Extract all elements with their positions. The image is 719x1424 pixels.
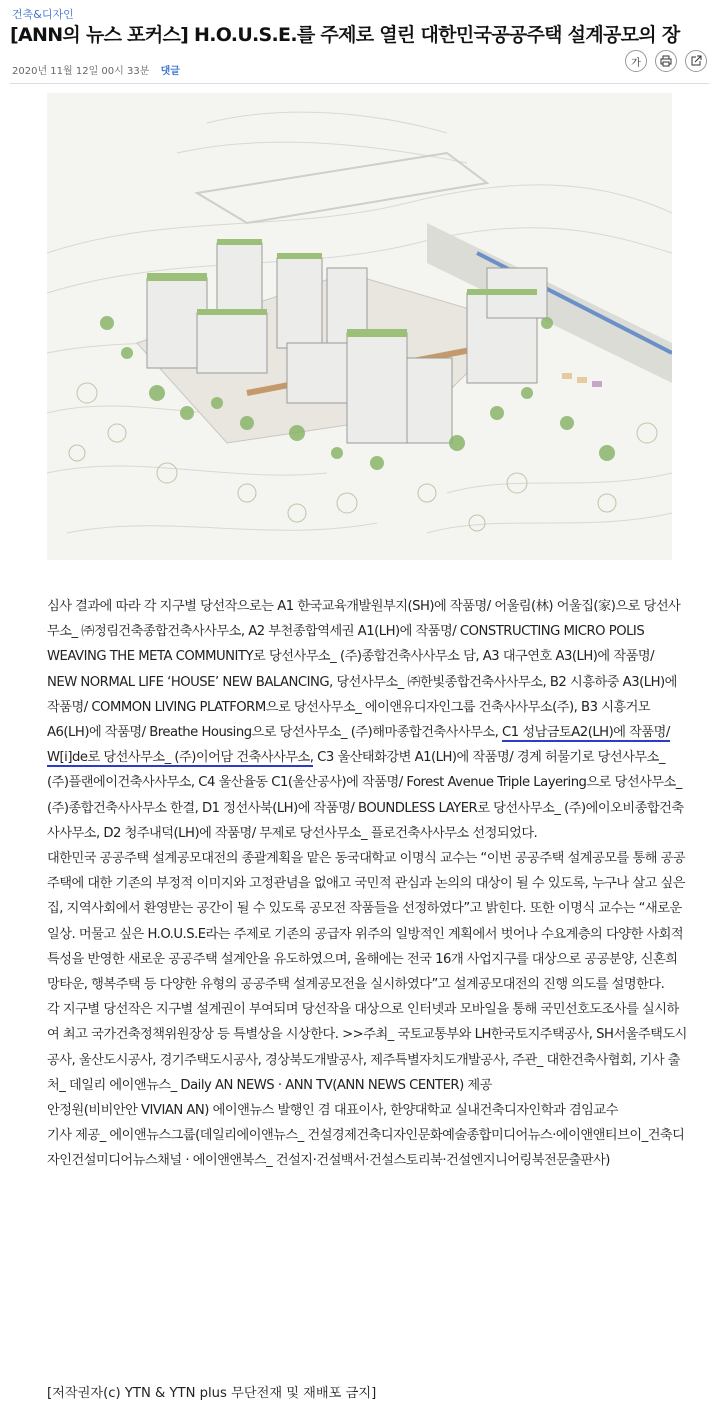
article-meta — [12, 62, 180, 77]
article-body — [47, 594, 687, 1174]
paragraph-author: 안정원(비비안안 VIVIAN AN) 에이앤뉴스 발행인 겸 대표이사, 한양대학교 실내건축디자인학과 겸임교수 — [47, 1103, 618, 1119]
article-toolbar — [625, 50, 707, 72]
paragraph-winners — [47, 594, 687, 846]
article-title: [ANN의 뉴스 포커스] H.O.U.S.E.를 주제로 열린 대한민국공공주택 설계공모의 장 — [10, 24, 680, 46]
housing-complex-illustration — [47, 93, 672, 560]
paragraph-provider: 기사 제공_ 에이앤뉴스그룹(데일리에이앤뉴스_ 건설경제건축디자인문화예술종합미디어뉴스·에이앤앤티브이_건축디자인건설미디어뉴스채널 · 에이앤앤북스_ 건설지·건설백서·건설스토리북·건설엔지니어링북전문출판사) — [47, 1128, 685, 1169]
font-size-button[interactable]: 가 — [625, 50, 647, 72]
category-link[interactable]: 건축&디자인 — [12, 8, 74, 21]
paragraph-professor-quote: 대한민국 공공주택 설계공모대전의 종괄계획을 맡은 동국대학교 이명식 교수는 “이번 공공주택 설계공모를 통해 공공주택에 대한 기존의 부정적 이미지와 고정관념을 없애고 국민적 관심과 논의의 대상이 될 수 있도록, 누구나 살고 싶은 집, 지역사회에서 환영받는 공간이 될 수 있도록 공모전 작품들을 선정하였다”고 밝힌다. 또한 이명식 교수는 “새로운 일상. 머물고 싶은 H.O.U.S.E라는 주제로 기존의 공급자 위주의 일방적인 계획에서 벗어나 수요계층의 다양한 사회적 특성을 반영한 새로운 공공주택 설계안을 유도하였으며, 올해에는 전국 16개 사업지구를 대상으로 공공분양, 신혼희망타운, 행복주택 등 다양한 유형의 공공주택 설계공모전을 실시하였다”고 설계공모대전의 진행 의도를 설명한다. — [47, 851, 686, 993]
header-divider — [10, 83, 709, 84]
share-button[interactable] — [685, 50, 707, 72]
print-button[interactable] — [655, 50, 677, 72]
paragraph-awards: 각 지구별 당선작은 지구별 설계권이 부여되며 당선작을 대상으로 인터넷과 모바일을 통해 국민선호도조사를 실시하여 최고 국가건축정책위원장상 등 특별상을 시상한다. >>주최_ 국토교통부와 LH한국토지주택공사, SH서울주택도시공사, 울산도시공사, 경기주택도시공사, 경상북도개발공사, 제주특별자치도개발공사, 주관_ 대한건축사협회, 기사 출처_ 데일리 에이앤뉴스_ Daily AN NEWS · ANN TV(ANN NEWS CENTER) 제공 — [47, 1002, 687, 1093]
share-icon — [690, 55, 702, 67]
highlighted-winner: C1 성남금토A2(LH)에 작품명/ W[i]de로 당선사무소_ (주)이어담 건축사사무소, — [47, 725, 670, 766]
article-date: 2020년 11월 12일 00시 33분 — [12, 66, 150, 77]
article-photo — [47, 93, 672, 560]
winners-text-2: C3 울산태화강변 A1(LH)에 작품명/ 경계 허물기로 당선사무소_ (주)플랜에이건축사사무소, C4 울산율동 C1(울산공사)에 작품명/ Forest Avenue Triple Layering으로 당선사무소_ (주)종합건축사사무소 한결, D1 정선사북(LH)에 작품명/ BOUNDLESS LAYER로 당선사무소_ (주)에이오비종합건축사사무소, D2 청주내덕(LH)에 작품명/ 무제로 당선사무소_ 플로건축사사무소 선정되었다. — [47, 750, 684, 841]
comments-link[interactable]: 댓글 — [160, 66, 180, 77]
winners-text-1: 심사 결과에 따라 각 지구별 당선작으로는 A1 한국교육개발원부지(SH)에 작품명/ 어울림(林) 어울집(家)으로 당선사무소_ ㈜정림건축종합건축사사무소, A2 부천종합역세권 A1(LH)에 작품명/ CONSTRUCTING MICRO POLIS WEAVING THE META COMMUNITY로 당선사무소_ (주)종합건축사사무소 담, A3 대구연호 A3(LH)에 작품명/ NEW NORMAL LIFE ‘HOUSE’ NEW BALANCING, 당선사무소_ ㈜한빛종합건축사사무소, B2 시흥하중 A3(LH)에 작품명/ COMMON LIVING PLATFORM으로 당선사무소_ 에이앤유디자인그룹 건축사사무소(주), B3 시흥거모 A6(LH)에 작품명/ Breathe Housing으로 당선사무소_ (주)해마종합건축사사무소, — [47, 599, 681, 741]
print-icon — [660, 55, 672, 67]
copyright-notice: [저작권자(c) YTN & YTN plus 무단전재 및 재배포 금지] — [47, 1386, 377, 1401]
